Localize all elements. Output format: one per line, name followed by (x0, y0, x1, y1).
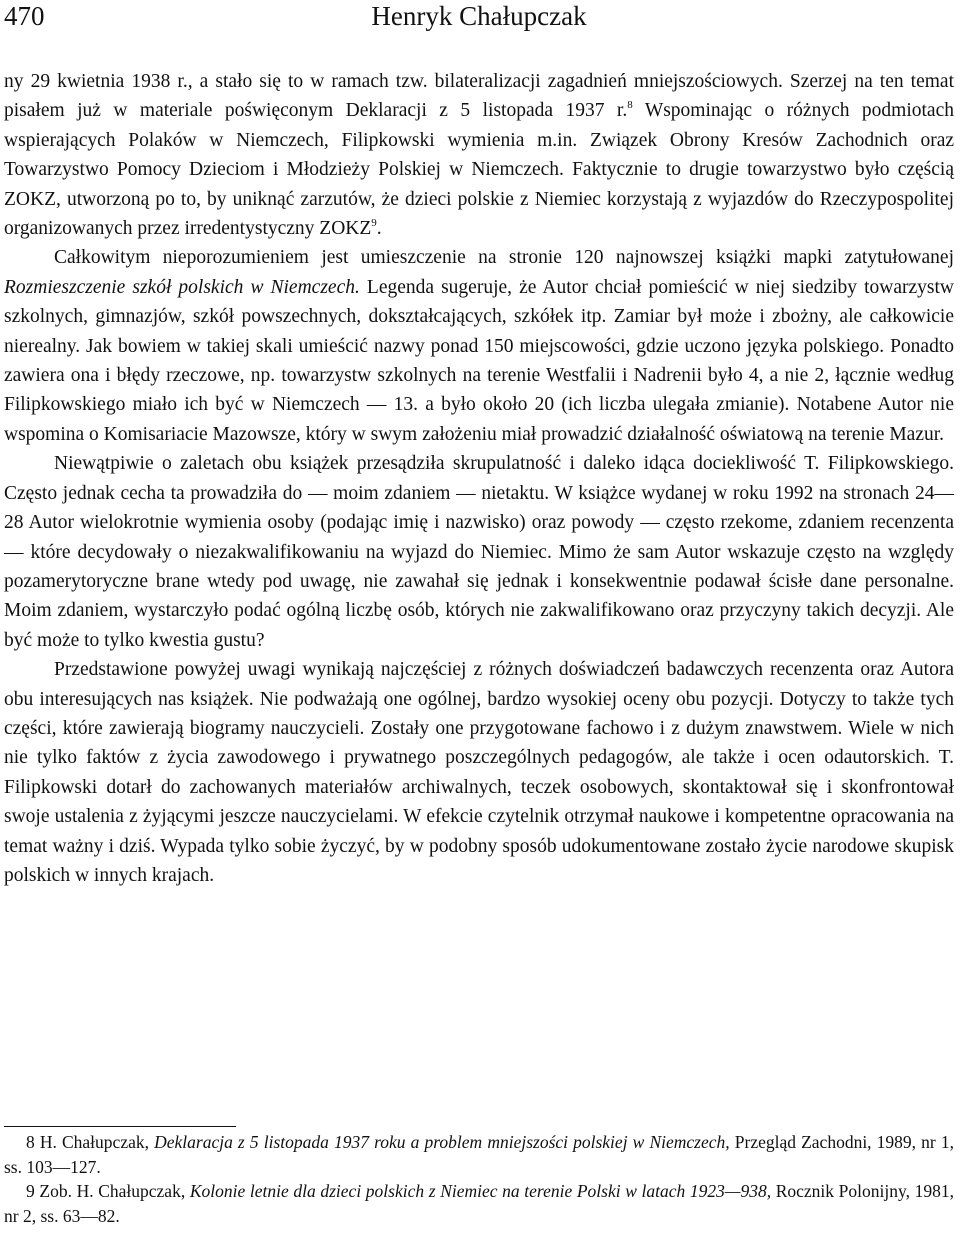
paragraph-3: Niewątpiwie o zaletach obu książek przesądziła skrupulatność i daleko idąca dociekliwość T. Filipkowskiego. Często jednak cecha ta prowadziła do — moim zdaniem — nietaktu. W książce wydanej w roku 1992 na stronach 24—28 Autor wielokrotnie wymienia osoby (podając imię i nazwisko) oraz powody — często rzekome, zdaniem recenzenta — które decydowały o niezakwalifikowaniu na wyjazd do Niemiec. Mimo że sam Autor wskazuje często na względy pozamerytoryczne brane wtedy pod uwagę, nie zawahał się jednak i konsekwentnie podawał ścisłe dane personalne. Moim zdaniem, wystarczyło podać ogólną liczbę osób, których nie zakwalifikowano oraz przyczyny takich decyzji. Ale być może to tylko kwestia gustu? (4, 453, 954, 651)
paragraph-1-text-c: . (376, 218, 382, 240)
map-title-italic: Rozmieszczenie szkół polskich w Niemczech. (4, 276, 360, 298)
footnote-9-text-b: Rocznik Polonijny, 1981, nr 2, ss. 63—82. (4, 1181, 954, 1226)
footnote-8-text-a: 8 H. Chałupczak, (26, 1132, 155, 1152)
paragraph-1-text-b: Wspominając o różnych podmiotach wspierających Polaków w Niemczech, Filipkowski wymienia m.in. Związek Obrony Kresów Zachodnich oraz Towarzystwo Pomocy Dzieciom i Młodzieży Polskiej w Niemczech. Faktycznie to drugie towarzystwo było częścią ZOKZ, utworzoną po to, by uniknąć zarzutów, że dzieci polskie z Niemiec korzystają z wyjazdów do Rzeczypospolitej organizowanych przez irredentystyczny ZOKZ (4, 100, 954, 240)
footnote-ref-8: 8 (627, 98, 633, 111)
paragraph-4: Przedstawione powyżej uwagi wynikają najczęściej z różnych doświadczeń badawczych recenzenta oraz Autora obu interesujących nas książek. Nie podważają one ogólnej, bardzo wysokiej oceny obu pozycji. Dotyczy to także tych części, które zawierają biogramy nauczycieli. Zostały one przygotowane fachowo i z dużym znawstwem. Wiele w nich nie tylko faktów z życia zawodowego i prywatnego poszczególnych pedagogów, ale także i ocen odautorskich. T. Filipkowski dotarł do zachowanych materiałów archiwalnych, teczek osobowych, skontaktował się i skonfrontował swoje ustalenia z żyjącymi jeszcze nauczycielami. W efekcie czytelnik otrzymał naukowe i kompetentne opracowania na temat ważny i dziś. Wypada tylko sobie życzyć, by w podobny sposób udokumentowane zostało życie narodowe skupisk polskich w innych krajach. (4, 659, 954, 886)
paragraph-1 (4, 67, 954, 243)
body-text (4, 67, 954, 890)
footnote-9-italic-title: Kolonie letnie dla dzieci polskich z Niemiec na terenie Polski w latach 1923—938, (189, 1181, 772, 1201)
footnote-9-text-a: 9 Zob. H. Chałupczak, (26, 1181, 190, 1201)
footnote-ref-9: 9 (371, 216, 377, 229)
footnote-divider (4, 1126, 236, 1127)
footnotes (4, 1130, 954, 1228)
paragraph-1-text-a: ny 29 kwietnia 1938 r., a stało się to w ramach tzw. bilateralizacji zagadnień mniejszościowych. Szerzej na ten temat pisałem już w materiale poświęconym Deklaracji z 5 listopada 1937 r. (4, 71, 954, 122)
footnote-8-text-b: Przegląd Zachodni, 1989, nr 1, ss. 103—127. (4, 1132, 954, 1177)
running-head (4, 0, 954, 34)
paragraph-2-text-a: Całkowitym nieporozumieniem jest umieszczenie na stronie 120 najnowszej książki mapki zatytułowanej (54, 247, 954, 269)
footnote-8-italic-title: Deklaracja z 5 listopada 1937 roku a problem mniejszości polskiej w Niemczech, (154, 1132, 730, 1152)
running-title: Henryk Chałupczak (371, 1, 587, 31)
footnote-9 (4, 1179, 954, 1228)
page-number: 470 (4, 1, 45, 31)
paragraph-2-text-b: Legenda sugeruje, że Autor chciał pomieścić w niej siedziby towarzystw szkolnych, gimnazjów, szkół powszechnych, dokształcających, szkółek itp. Zamiar był może i zbożny, ale całkowicie nierealny. Jak bowiem w takiej skali umieścić nazwy ponad 150 miejscowości, gdzie uczono języka polskiego. Ponadto zawiera ona i błędy rzeczowe, np. towarzystw szkolnych na terenie Westfalii i Nadrenii było 4, a nie 2, łącznie według Filipkowskiego miało ich być w Niemczech — 13. a było około 20 (ich liczba ulegała zmianie). Notabene Autor nie wspomina o Komisariacie Mazowsze, który w swym założeniu miał prowadzić działalność oświatową na terenie Mazur. (4, 276, 954, 445)
paragraph-2 (4, 243, 954, 449)
footnote-8 (4, 1130, 954, 1179)
